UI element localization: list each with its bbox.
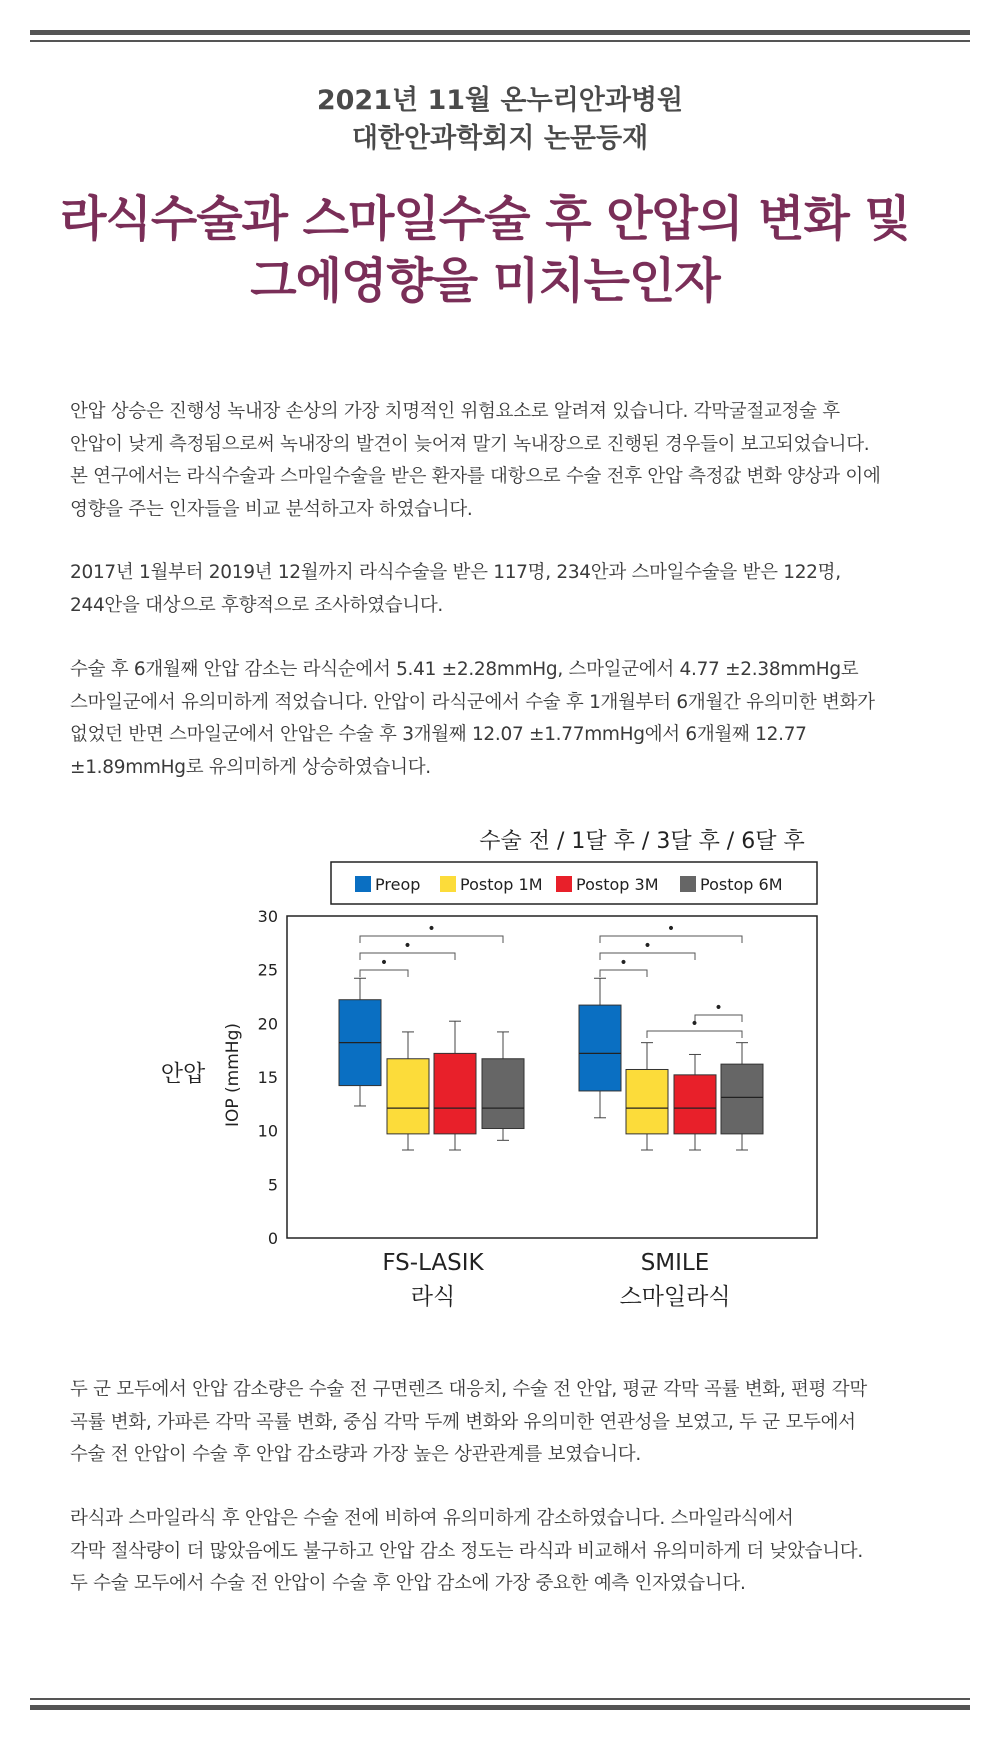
legend-swatch [556, 876, 572, 892]
y-tick-label: 10 [257, 1121, 278, 1141]
header-line: 대한안과학회지 논문등재 [351, 123, 649, 154]
paragraph-line: 수술 전 안압이 수술 후 안압 감소량과 가장 높은 상관관계를 보였습니다. [70, 1444, 641, 1465]
significance-mark: • [714, 1000, 723, 1016]
y-tick-label: 20 [257, 1014, 278, 1034]
paper-title [0, 188, 970, 312]
significance-bracket [600, 970, 647, 977]
paragraph-line: 스마일군에서 유의미하게 적었습니다. 안압이 라식군에서 수술 후 1개월부터 6개월간 유의미한 변화가 [70, 691, 875, 713]
y-tick-label: 5 [267, 1175, 278, 1195]
paragraph-line: 수술 후 6개월째 안압 감소는 라식순에서 5.41 ±2.28mmHg, 스마일군에서 4.77 ±2.38mmHg로 [70, 659, 859, 680]
significance-mark: • [427, 921, 436, 937]
paragraph-line: 곡률 변화, 가파른 각막 곡률 변화, 중심 각막 두께 변화와 유의미한 연관성을 보였고, 두 군 모두에서 [70, 1411, 856, 1433]
y-tick-label: 25 [257, 960, 278, 980]
significance-bracket [647, 1031, 742, 1038]
bottom-rule-thin [30, 1698, 970, 1700]
box-postop-1m [387, 1059, 429, 1134]
x-group-sublabel: 스마일라식 [619, 1284, 731, 1310]
top-rule-thick [30, 30, 970, 35]
legend-swatch [440, 876, 456, 892]
paragraph-correlation [70, 1374, 940, 1472]
legend-swatch [680, 876, 696, 892]
box-postop-1m [626, 1069, 668, 1133]
y-tick-label: 0 [267, 1229, 278, 1248]
paragraph-conclusion [70, 1503, 940, 1601]
x-group-label: FS-LASIK [382, 1250, 484, 1276]
significance-mark: • [619, 955, 628, 971]
paragraph-line: 안압이 낮게 측정됨으로써 녹내장의 발견이 늦어져 말기 녹내장으로 진행된 경우들이 보고되었습니다. [70, 433, 870, 455]
title-line: 그에영향을 미치는인자 [250, 253, 720, 309]
y-axis-label: IOP (mmHg) [223, 1022, 243, 1128]
y-tick-label: 15 [257, 1068, 278, 1087]
paragraph-line: 없었던 반면 스마일군에서 안압은 수술 후 3개월째 12.07 ±1.77mmHg에서 6개월째 12.77 [70, 724, 807, 745]
legend-label: Postop 6M [700, 875, 783, 894]
legend-label: Preop [375, 875, 421, 894]
box-postop-3m [434, 1053, 476, 1134]
significance-bracket [360, 936, 503, 943]
legend-swatch [355, 876, 371, 892]
significance-mark: • [403, 938, 412, 954]
paragraph-background [70, 396, 940, 526]
top-rule-thin [30, 40, 970, 42]
significance-bracket [360, 970, 408, 977]
legend-label: Postop 1M [460, 875, 543, 894]
title-line: 라식수술과 스마일수술 후 안압의 변화 및 [60, 191, 910, 247]
box-postop-6m [482, 1059, 524, 1129]
y-axis-label-korean: 안압 [160, 1061, 206, 1087]
box-postop-6m [721, 1064, 763, 1134]
significance-mark: • [666, 921, 676, 937]
significance-bracket [360, 953, 455, 960]
significance-bracket [600, 953, 695, 960]
box-postop-3m [674, 1075, 716, 1134]
significance-mark: • [379, 955, 389, 971]
paragraph-line: 안압 상승은 진행성 녹내장 손상의 가장 치명적인 위험요소로 알려져 있습니다. 각막굴절교정술 후 [70, 401, 840, 422]
box-preop [579, 1005, 621, 1091]
significance-mark: • [690, 1016, 699, 1032]
bottom-rule-thick [30, 1705, 970, 1710]
y-tick-label: 30 [257, 907, 278, 926]
significance-bracket [695, 1015, 742, 1022]
paragraph-results [70, 654, 940, 784]
header-line: 2021년 11월 온누리안과병원 [316, 85, 684, 116]
x-group-sublabel: 라식 [410, 1284, 456, 1310]
legend-label: Postop 3M [576, 875, 659, 894]
chart-title: 수술 전 / 1달 후 / 3달 후 / 6달 후 [479, 829, 805, 854]
paragraph-line: 244안을 대상으로 후향적으로 조사하였습니다. [70, 594, 444, 616]
significance-mark: • [643, 938, 652, 954]
x-group-label: SMILE [640, 1250, 710, 1276]
paragraph-line: 두 수술 모두에서 수술 전 안압이 수술 후 안압 감소에 가장 중요한 예측 인자였습니다. [70, 1573, 746, 1594]
paragraph-line: 라식과 스마일라식 후 안압은 수술 전에 비하여 유의미하게 감소하였습니다. 스마일라식에서 [70, 1508, 794, 1529]
iop-boxplot-chart [150, 825, 850, 1335]
paragraph-line: 각막 절삭량이 더 많았음에도 불구하고 안압 감소 정도는 라식과 비교해서 유의미하게 더 낮았습니다. [70, 1540, 863, 1562]
significance-bracket [600, 936, 742, 943]
paragraph-line: 2017년 1월부터 2019년 12월까지 라식수술을 받은 117명, 234안과 스마일수술을 받은 122명, [70, 562, 841, 583]
publication-header [0, 82, 1000, 158]
paragraph-line: 두 군 모두에서 안압 감소량은 수술 전 구면렌즈 대응치, 수술 전 안압, 평균 각막 곡률 변화, 편평 각막 [70, 1379, 867, 1400]
paragraph-line: ±1.89mmHg로 유의미하게 상승하였습니다. [70, 756, 431, 778]
paragraph-line: 영향을 주는 인자들을 비교 분석하고자 하였습니다. [70, 498, 473, 520]
paragraph-line: 본 연구에서는 라식수술과 스마일수술을 받은 환자를 대항으로 수술 전후 안압 측정값 변화 양상과 이에 [70, 466, 881, 487]
paragraph-methods [70, 557, 940, 622]
